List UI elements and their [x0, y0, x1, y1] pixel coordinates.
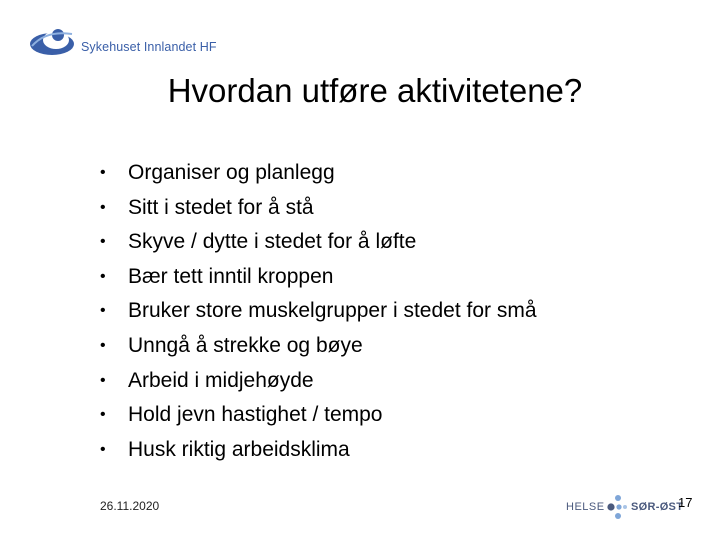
helse-sor-ost-dots-icon — [606, 494, 630, 520]
bullet-text: Skyve / dytte i stedet for å løfte — [128, 230, 417, 254]
bullet-marker: • — [100, 233, 106, 251]
helse-sor-ost-logo — [566, 492, 696, 522]
sykehuset-emblem-icon — [26, 20, 82, 60]
bullet-text: Organiser og planlegg — [128, 161, 335, 184]
bullet-marker: • — [100, 440, 106, 458]
hospital-logo — [26, 20, 246, 64]
bullet-marker: • — [100, 302, 106, 320]
helse-sor-ost-brand-left: HELSE — [566, 501, 605, 513]
bullet-text: Bruker store muskelgrupper i stedet for små — [128, 299, 537, 323]
bullet-marker: • — [100, 406, 106, 424]
bullet-marker: • — [100, 336, 106, 354]
bullet-text: Arbeid i midjehøyde — [128, 368, 314, 392]
bullet-marker: • — [100, 198, 106, 216]
bullet-text: Hold jevn hastighet / tempo — [128, 403, 383, 427]
hospital-logo-text: Sykehuset Innlandet HF — [81, 40, 217, 54]
bullet-text: Sitt i stedet for å stå — [128, 195, 314, 219]
slide-number: 17 — [678, 495, 693, 510]
bullet-marker: • — [100, 164, 106, 181]
bullet-text: Husk riktig arbeidsklima — [128, 437, 350, 461]
slide-title: Hvordan utføre aktivitetene? — [167, 72, 583, 109]
footer-date: 26.11.2020 — [100, 499, 160, 513]
bullet-marker: • — [100, 371, 106, 389]
helse-sor-ost-brand-right: SØR-ØST — [631, 501, 684, 513]
bullet-text: Bær tett inntil kroppen — [128, 264, 334, 288]
bullet-text: Unngå å strekke og bøye — [128, 333, 363, 357]
bullet-marker: • — [100, 267, 106, 285]
